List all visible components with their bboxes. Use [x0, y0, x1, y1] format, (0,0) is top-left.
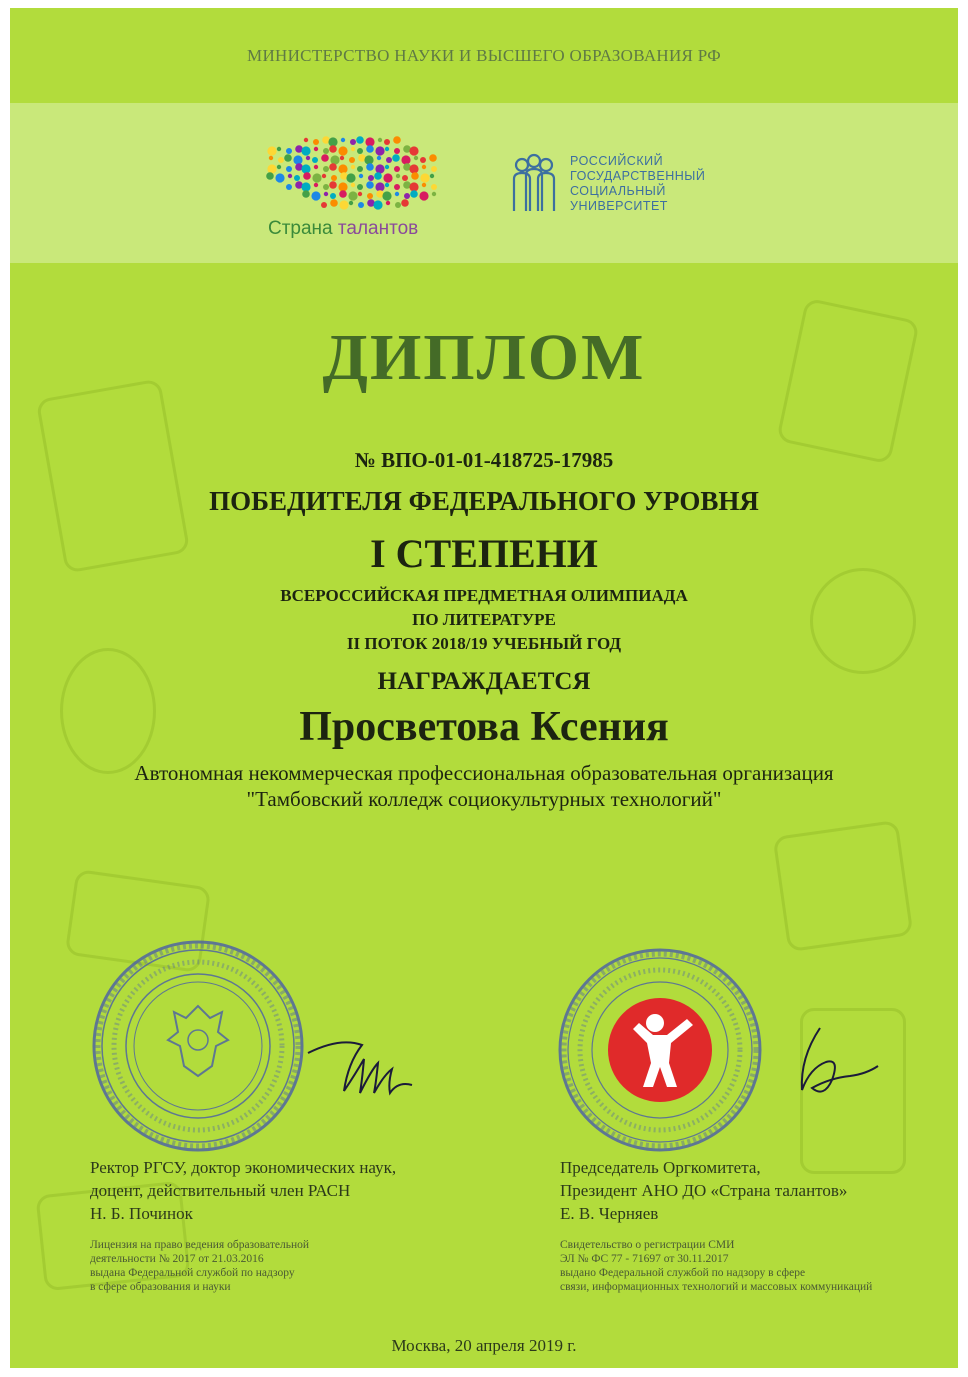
logo-dot	[269, 156, 273, 160]
logo-dot	[266, 172, 274, 180]
logo-dot	[375, 146, 384, 155]
media-registration-info	[560, 1238, 872, 1294]
logo-dot	[323, 166, 329, 172]
logo-dot	[329, 181, 337, 189]
logo-dot	[321, 154, 329, 162]
logo-dot	[331, 175, 337, 181]
logo-dot	[351, 165, 355, 169]
logo-dot	[385, 183, 389, 187]
logo-dot	[383, 173, 392, 182]
logo-dot	[278, 157, 284, 163]
logo-dot	[350, 139, 356, 145]
rgsu-logo-text	[570, 154, 705, 214]
logo-dot	[338, 164, 347, 173]
rgsu-line: СОЦИАЛЬНЫЙ	[570, 184, 666, 198]
logo-dot	[351, 147, 355, 151]
logo-dot	[306, 156, 310, 160]
logo-dot	[396, 174, 400, 178]
recipient-name: Просветова Ксения	[299, 704, 669, 750]
logo-dot	[303, 172, 311, 180]
logo-dot	[377, 156, 381, 160]
logo-dot	[324, 192, 328, 196]
logo-dot	[430, 174, 434, 178]
logo-dot	[366, 163, 374, 171]
logo-dot	[394, 184, 400, 190]
logo-dot	[366, 145, 374, 153]
rgsu-line: ГОСУДАРСТВЕННЫЙ	[570, 169, 706, 183]
license-line: выдана Федеральной службой по надзору	[90, 1267, 295, 1279]
logo-dot	[357, 166, 363, 172]
logo-dot	[339, 200, 348, 209]
logo-dot	[401, 199, 409, 207]
logo-dot	[312, 173, 321, 182]
logo-dot	[409, 164, 418, 173]
logo-dot	[313, 139, 319, 145]
logo-dot	[340, 156, 344, 160]
logo-dot	[329, 145, 337, 153]
logo-dot	[357, 148, 363, 154]
logo-dot	[386, 157, 392, 163]
logo-dot	[385, 165, 389, 169]
logo-dot	[346, 173, 355, 182]
logo-dot	[359, 174, 363, 178]
logo-dot	[357, 184, 363, 190]
logo-dot	[409, 146, 418, 155]
logo-dot	[392, 154, 400, 162]
logo-dot	[277, 147, 281, 151]
logo-dot	[288, 174, 292, 178]
logo-dot	[356, 136, 364, 144]
logo-dot	[286, 148, 292, 154]
logo-dot	[329, 163, 337, 171]
signatory-line: Н. Б. Починок	[90, 1204, 193, 1223]
logo-dot	[366, 181, 374, 189]
logo-dot	[286, 184, 292, 190]
signature-left	[300, 1023, 430, 1103]
logo-dot	[284, 154, 292, 162]
degree-line: I СТЕПЕНИ	[370, 531, 598, 576]
logo-dot	[323, 148, 329, 154]
logo-dot	[358, 192, 362, 196]
organization-line: Автономная некоммерческая профессиональная образовательная организация	[134, 761, 834, 785]
logo-dot	[349, 201, 353, 205]
logo-dot	[339, 190, 347, 198]
logo-dot	[384, 139, 390, 145]
olympiad-line: ВСЕРОССИЙСКАЯ ПРЕДМЕТНАЯ ОЛИМПИАДА	[280, 586, 688, 605]
registration-line: ЭЛ № ФС 77 - 71697 от 30.11.2017	[560, 1253, 729, 1265]
logo-dot	[348, 191, 357, 200]
logo-dot	[314, 165, 318, 169]
logo-dot	[330, 193, 336, 199]
logo-dot	[431, 184, 437, 190]
logo-dot	[286, 166, 292, 172]
doodle-decoration	[773, 820, 914, 952]
organization-line: "Тамбовский колледж социокультурных технологий"	[246, 787, 722, 811]
logo-dot	[422, 183, 426, 187]
logo-dot	[386, 201, 390, 205]
logo-dot	[349, 157, 355, 163]
logo-dot	[431, 166, 437, 172]
logo-dot	[395, 192, 399, 196]
registration-line: связи, информационных технологий и массовых коммуникаций	[560, 1281, 873, 1293]
logo-dot	[277, 165, 281, 169]
strana-talantov-stamp	[555, 945, 765, 1155]
logo-dot	[314, 147, 318, 151]
logo-dot	[314, 183, 318, 187]
logo-dot	[312, 157, 318, 163]
diploma-page	[10, 8, 958, 1368]
signature-right	[780, 1018, 890, 1108]
license-info	[90, 1238, 309, 1294]
logo-dot	[321, 202, 327, 208]
signatory-line: доцент, действительный член РАСН	[90, 1181, 351, 1200]
logo-dot	[422, 165, 426, 169]
logo-dot	[301, 164, 310, 173]
logo-dot	[338, 146, 347, 155]
license-line: деятельности № 2017 от 21.03.2016	[90, 1253, 264, 1265]
logo-dot	[382, 191, 391, 200]
logo-dot	[414, 156, 418, 160]
rgsu-logo-icon	[510, 153, 558, 213]
logo-dot	[311, 191, 320, 200]
rgsu-line: УНИВЕРСИТЕТ	[570, 199, 668, 213]
logo-dot	[275, 173, 284, 182]
signatory-line: Председатель Оргкомитета,	[560, 1158, 761, 1177]
logo-dot	[394, 148, 400, 154]
ministry-header: МИНИСТЕРСТВО НАУКИ И ВЫСШЕГО ОБРАЗОВАНИЯ РФ	[247, 46, 721, 65]
header-band	[10, 103, 958, 263]
logo-dot	[378, 138, 382, 142]
olympiad-line: ПО ЛИТЕРАТУРЕ	[412, 610, 556, 629]
logo-dot	[368, 175, 374, 181]
logo-dot	[404, 193, 410, 199]
logo-dot	[267, 164, 276, 173]
logo-dot	[364, 155, 373, 164]
logo-dot	[293, 155, 302, 164]
logo-dot	[402, 175, 408, 181]
logo-dot	[330, 199, 338, 207]
logo-dot	[420, 173, 429, 182]
strana-talantov-logo-text	[268, 218, 418, 240]
registration-line: выдано Федеральной службой по надзору в сфере	[560, 1267, 806, 1279]
logo-dot	[375, 164, 384, 173]
logo-dot	[401, 155, 410, 164]
license-line: в сфере образования и науки	[90, 1281, 231, 1293]
license-line: Лицензия на право ведения образовательной	[90, 1239, 310, 1251]
registration-line: Свидетельство о регистрации СМИ	[560, 1239, 735, 1251]
logo-dot	[367, 193, 373, 199]
olympiad-line: II ПОТОК 2018/19 УЧЕБНЫЙ ГОД	[346, 634, 622, 653]
logo-dot	[432, 192, 436, 196]
issue-date: Москва, 20 апреля 2019 г.	[391, 1336, 577, 1355]
signatory-line: Президент АНО ДО «Страна талантов»	[560, 1181, 848, 1200]
logo-word-strana: Страна	[268, 218, 333, 239]
logo-dot	[395, 202, 401, 208]
left-signatory	[90, 1156, 396, 1225]
logo-dot	[330, 155, 339, 164]
logo-dot	[267, 146, 276, 155]
rgsu-seal-stamp	[88, 936, 308, 1156]
right-signatory	[560, 1156, 847, 1225]
logo-dot	[429, 154, 437, 162]
logo-dot	[358, 202, 364, 208]
winner-line: ПОБЕДИТЕЛЯ ФЕДЕРАЛЬНОГО УРОВНЯ	[209, 486, 759, 516]
rgsu-line: РОССИЙСКИЙ	[570, 154, 664, 168]
logo-dot	[374, 172, 382, 180]
logo-dot	[294, 175, 300, 181]
diploma-number: № ВПО-01-01-418725-17985	[354, 448, 614, 472]
logo-dot	[351, 183, 355, 187]
logo-dot	[410, 190, 418, 198]
olympiad-info	[10, 584, 958, 656]
logo-dot	[323, 184, 329, 190]
logo-dot	[419, 191, 428, 200]
logo-dot	[385, 147, 389, 151]
logo-dot	[394, 166, 400, 172]
signatory-line: Ректор РГСУ, доктор экономических наук,	[90, 1158, 397, 1177]
logo-dot	[411, 172, 419, 180]
logo-dot	[373, 200, 382, 209]
logo-dot	[322, 174, 326, 178]
logo-dot	[304, 138, 308, 142]
logo-dot	[341, 138, 345, 142]
awarded-label: НАГРАЖДАЕТСЯ	[377, 668, 591, 695]
logo-dot	[301, 146, 310, 155]
logo-word-talantov: талантов	[337, 218, 419, 239]
logo-dot	[302, 190, 310, 198]
organization-name	[10, 760, 958, 812]
logo-dot	[393, 136, 401, 144]
signatory-line: Е. В. Черняев	[560, 1204, 659, 1223]
logo-dot	[420, 157, 426, 163]
diploma-title: ДИПЛОМ	[322, 321, 646, 394]
